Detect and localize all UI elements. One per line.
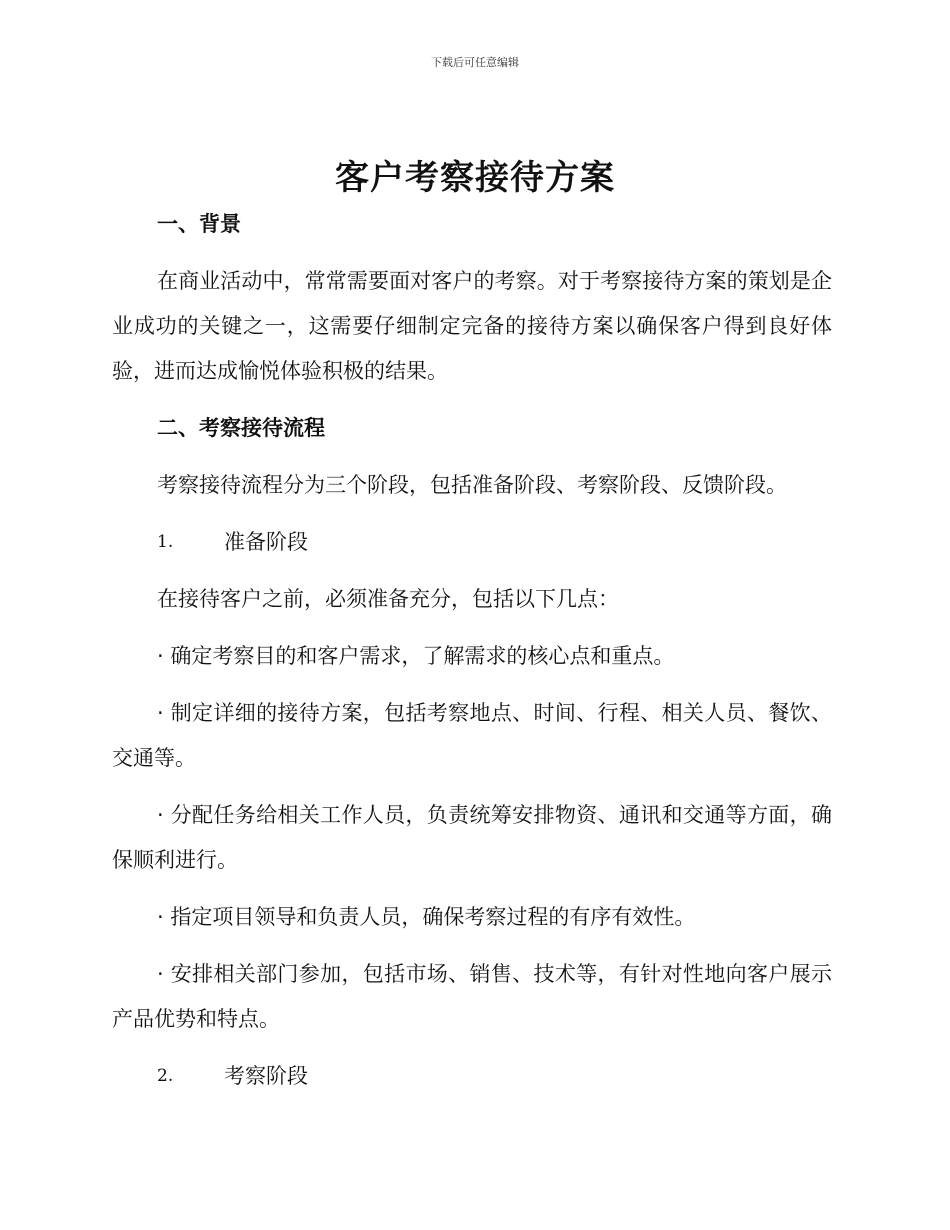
- bullet-item: · 确定考察目的和客户需求，了解需求的核心点和重点。: [157, 644, 675, 668]
- background-paragraph: 在商业活动中，常常需要面对客户的考察。对于考察接待方案的策划是企业成功的关键之一，这需要仔细制定完备的接待方案以确保客户得到良好体验，进而达成愉悦体验积极的结果。: [112, 269, 832, 383]
- stage-1-intro: 在接待客户之前，必须准备充分，包括以下几点：: [157, 587, 619, 611]
- stage-2-heading: [112, 1054, 832, 1099]
- section-heading-process: 二、考察接待流程: [157, 416, 325, 440]
- bullet-item: · 分配任务给相关工作人员，负责统筹安排物资、通讯和交通等方面，确保顺利进行。: [112, 803, 832, 872]
- stage-1-label: 准备阶段: [224, 530, 308, 554]
- bullet-item: · 指定项目领导和负责人员，确保考察过程的有序有效性。: [157, 905, 696, 929]
- document-body: [112, 202, 832, 1111]
- bullet-item: · 制定详细的接待方案，包括考察地点、时间、行程、相关人员、餐饮、交通等。: [112, 701, 832, 770]
- stage-2-number: 2.: [157, 1066, 174, 1086]
- header-note: 下载后可任意编辑: [431, 56, 519, 69]
- process-intro-paragraph: 考察接待流程分为三个阶段，包括准备阶段、考察阶段、反馈阶段。: [157, 473, 787, 497]
- document-title: 客户考察接待方案: [335, 158, 615, 198]
- stage-1-heading: [112, 520, 832, 565]
- section-heading-background: 一、背景: [157, 212, 241, 236]
- stage-1-number: 1.: [157, 532, 174, 552]
- stage-2-label: 考察阶段: [224, 1064, 308, 1088]
- bullet-item: · 安排相关部门参加，包括市场、销售、技术等，有针对性地向客户展示产品优势和特点。: [112, 962, 832, 1031]
